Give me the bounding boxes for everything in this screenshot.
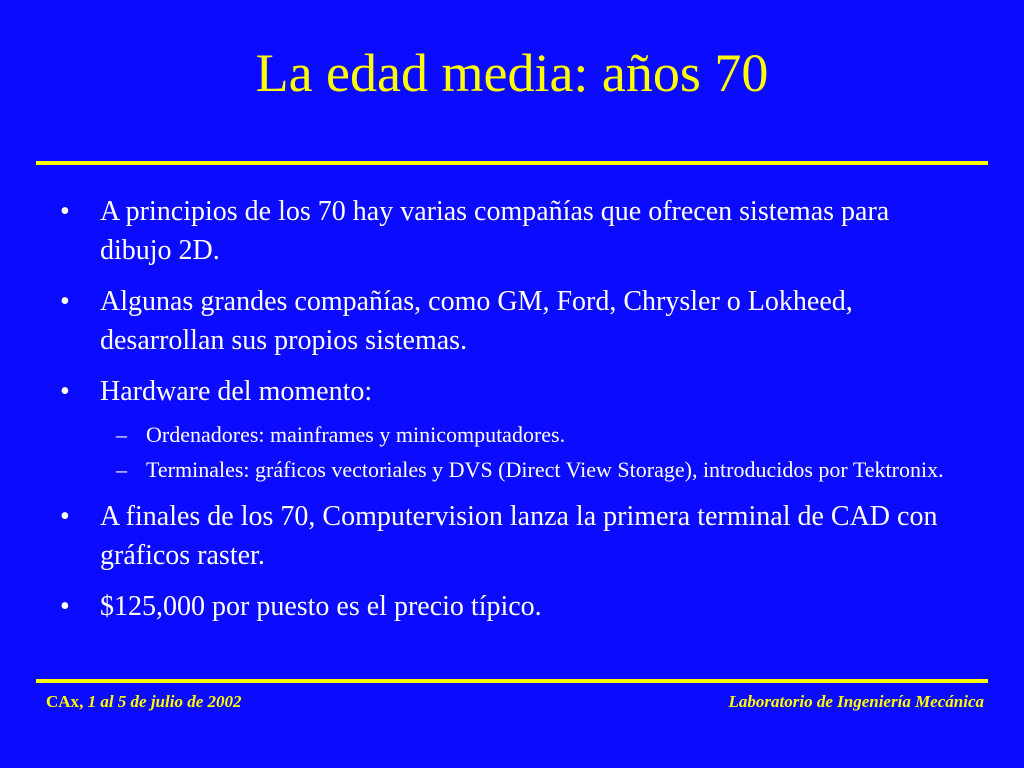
sub-bullet-text: Terminales: gráficos vectoriales y DVS (Direct View Storage), introducidos por Tektronix. — [146, 457, 944, 482]
bullet-item — [60, 587, 960, 626]
bullet-text: $125,000 por puesto es el precio típico. — [100, 591, 542, 622]
sub-bullet-marker: – — [116, 422, 127, 447]
bullet-item — [60, 192, 960, 270]
sub-bullet-text: Ordenadores: mainframes y minicomputadores. — [146, 422, 566, 447]
sub-bullet-list — [60, 419, 960, 485]
footer-date: 1 al 5 de julio de 2002 — [87, 692, 242, 711]
bottom-divider — [36, 679, 988, 683]
bullet-text: Hardware del momento: — [100, 376, 373, 407]
footer-course-date — [46, 690, 242, 714]
sub-bullet-marker: – — [116, 457, 127, 482]
bullet-marker: • — [60, 501, 70, 532]
bullet-text: Algunas grandes compañías, como GM, Ford, Chrysler o Lokheed, desarrollan sus propios sistemas. — [100, 286, 853, 356]
bullet-text: A principios de los 70 hay varias compañías que ofrecen sistemas para dibujo 2D. — [100, 196, 890, 266]
bullet-item — [60, 372, 960, 411]
footer-lab: Laboratorio de Ingeniería Mecánica — [728, 692, 984, 711]
sub-bullet-item — [60, 454, 960, 485]
bullet-marker: • — [60, 591, 70, 622]
bullet-marker: • — [60, 196, 70, 227]
slide-title: La edad media: años 70 — [255, 43, 769, 103]
sub-bullet-item — [60, 419, 960, 450]
bullet-list — [60, 192, 960, 638]
bullet-marker: • — [60, 376, 70, 407]
bullet-item — [60, 282, 960, 360]
footer-separator: , — [79, 692, 88, 711]
bullet-item — [60, 497, 960, 575]
footer-course: CAx — [46, 692, 80, 711]
footer — [46, 690, 984, 714]
bullet-text: A finales de los 70, Computervision lanza la primera terminal de CAD con gráficos raster. — [100, 501, 938, 571]
bullet-marker: • — [60, 286, 70, 317]
top-divider — [36, 161, 988, 165]
